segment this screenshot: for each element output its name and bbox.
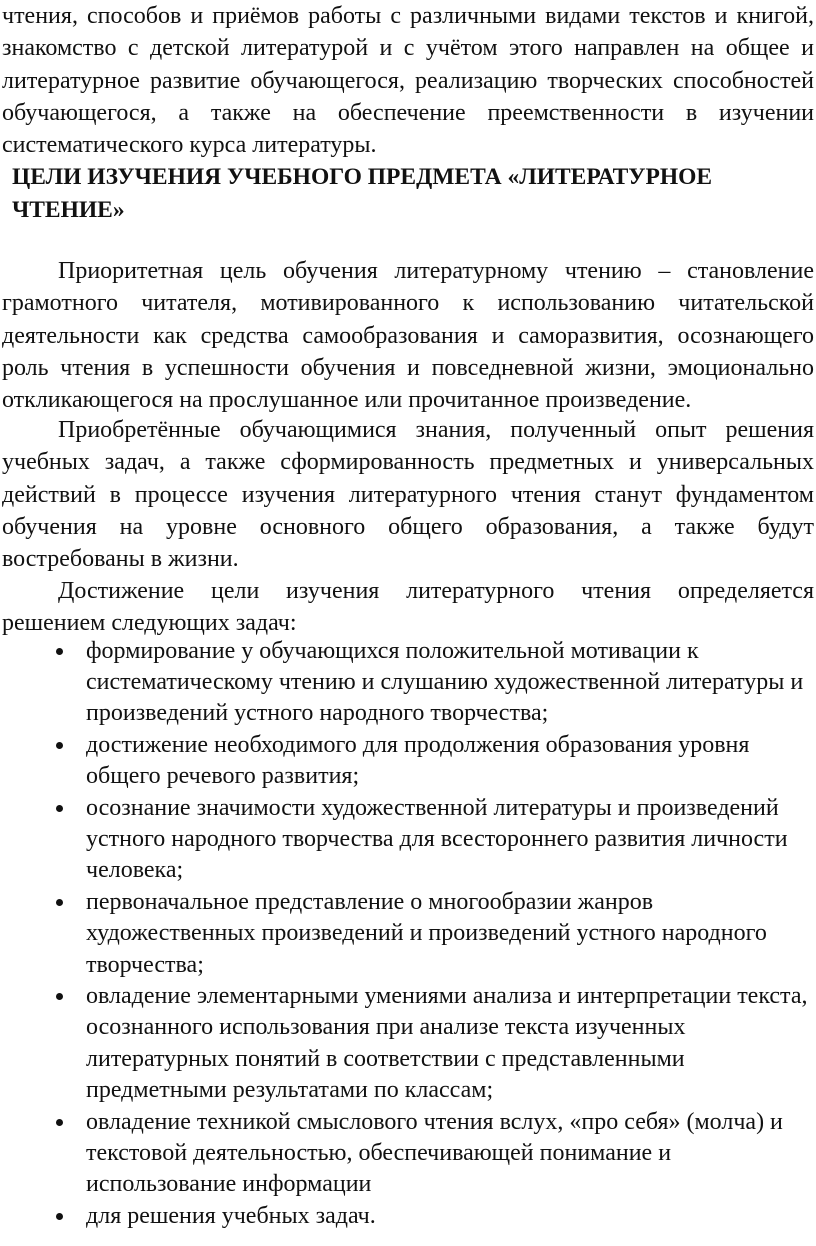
list-item	[0, 887, 816, 981]
list-item-text: формирование у обучающихся положительной мотивации к систематическому чтению и слушанию художественной литературы и произведений устного народного творчества;	[86, 638, 804, 727]
list-item	[0, 730, 816, 792]
list-item	[0, 1107, 816, 1201]
bullet-icon	[56, 648, 63, 655]
bullet-icon	[56, 805, 63, 812]
list-item-text: осознание значимости художественной литературы и произведений устного народного творчества для всестороннего развития личности человека;	[86, 795, 788, 884]
goal-paragraph: Приоритетная цель обучения литературному чтению – становление грамотного читателя, мотивированного к использованию читательской деятельности как средства самообразования и саморазвития, осознающего роль чтения в успешности обучения и повседневной жизни, эмоционально откликающегося на прослушанное или прочитанное произведение.	[2, 258, 814, 414]
bullet-icon	[56, 899, 63, 906]
bullet-icon	[56, 993, 63, 1000]
list-item-text: овладение техникой смыслового чтения вслух, «про себя» (молча) и текстовой деятельностью, обеспечивающей понимание и использование информации	[86, 1108, 783, 1197]
list-item	[0, 1201, 816, 1232]
bullet-icon	[56, 1119, 63, 1126]
list-item-text: первоначальное представление о многообразии жанров художественных произведений и произведений устного народного творчества;	[86, 889, 767, 978]
tasks-intro-paragraph: Достижение цели изучения литературного чтения определяется решением следующих задач:	[2, 578, 814, 637]
list-item	[0, 793, 816, 887]
list-item-text: для решения учебных задач.	[86, 1202, 376, 1229]
list-item-text: достижение необходимого для продолжения образования уровня общего речевого развития;	[86, 732, 750, 790]
bullet-icon	[56, 1213, 63, 1220]
list-item-text: овладение элементарными умениями анализа и интерпретации текста, осознанного использования при анализе текста изученных литературных понятий в соответствии с представленными предметными результатами по классам;	[86, 983, 808, 1103]
continuation-paragraph: чтения, способов и приёмов работы с различными видами текстов и книгой, знакомство с детской литературой и с учётом этого направлен на общее и литературное развитие обучающегося, реализацию творческих способностей обучающегося, а также на обеспечение преемственности в изучении систематического курса литературы.	[2, 3, 814, 159]
section-heading: ЦЕЛИ ИЗУЧЕНИЯ УЧЕБНОГО ПРЕДМЕТА «ЛИТЕРАТУРНОЕ ЧТЕНИЕ»	[12, 164, 713, 223]
bullet-icon	[56, 742, 63, 749]
list-item	[0, 636, 816, 730]
knowledge-paragraph: Приобретённые обучающимися знания, полученный опыт решения учебных задач, а также сформированность предметных и универсальных действий в процессе изучения литературного чтения станут фундаментом обучения на уровне основного общего образования, а также будут востребованы в жизни.	[2, 417, 814, 573]
list-item	[0, 981, 816, 1106]
tasks-list	[0, 636, 816, 1232]
